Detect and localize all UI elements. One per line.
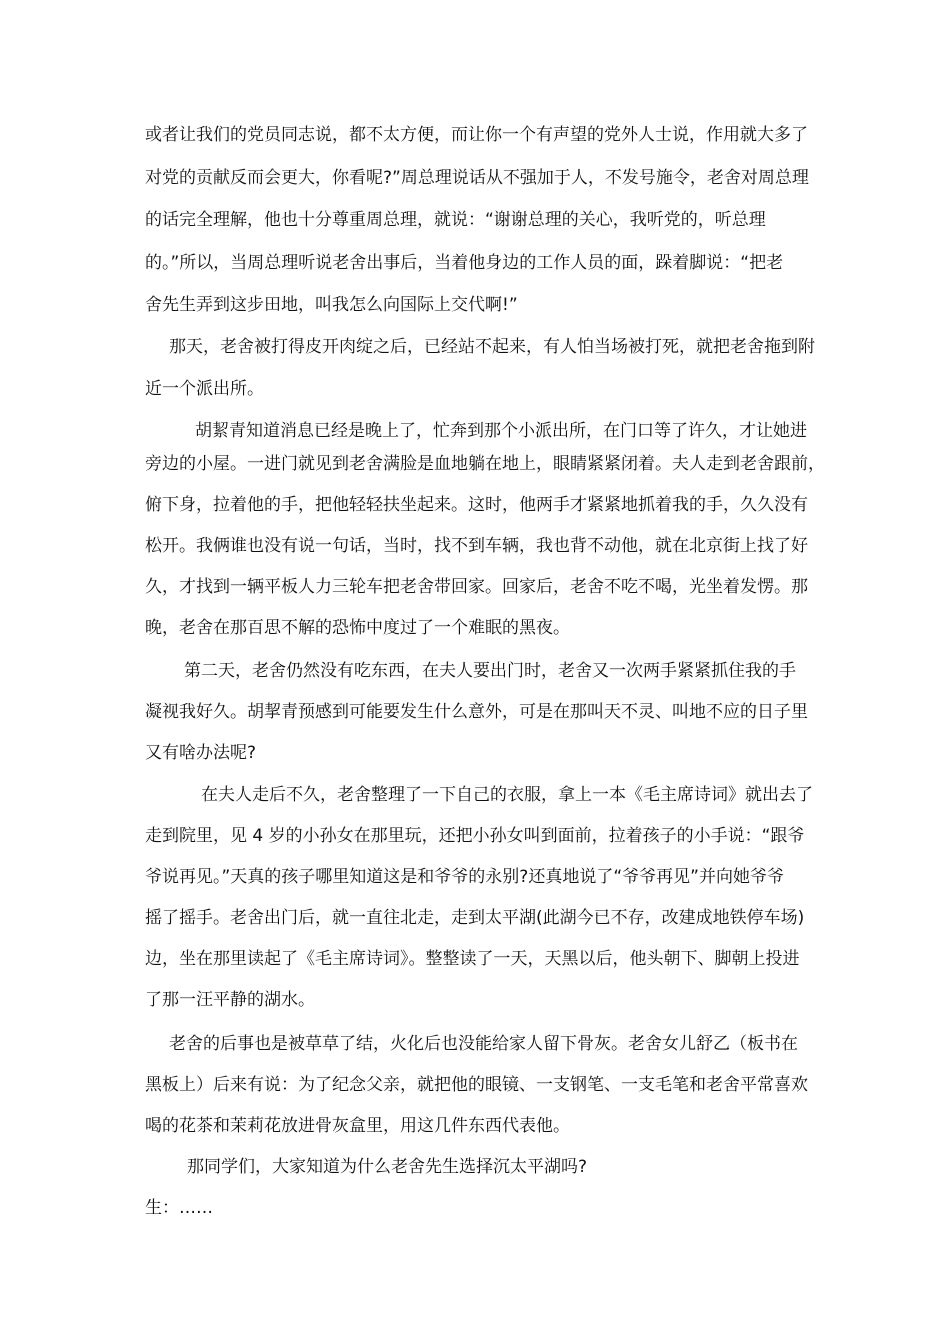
text-line: 凝视我好久。胡挈青预感到可能要发生什么意外，可是在那叫天不灵、叫地不应的日子里: [145, 702, 808, 722]
text-line: 对党的贡献反而会更大，你看呢?”周总理说话从不强加于人，不发号施令，老舍对周总理: [145, 168, 809, 188]
text-line: 摇了摇手。老舍出门后，就一直往北走，走到太平湖(此湖今已不存，改建成地铁停车场): [145, 908, 805, 928]
text-line: 久，才找到一辆平板人力三轮车把老舍带回家。回家后，老舍不吃不喝，光坐着发愣。那: [145, 577, 808, 597]
text-line: 老舍的后事也是被草草了结，火化后也没能给家人留下骨灰。老舍女儿舒乙（板书在: [169, 1034, 798, 1054]
text-line: 的。”所以，当周总理听说老舍出事后，当着他身边的工作人员的面，跺着脚说：“把老: [145, 253, 784, 273]
text-line: 胡絜青知道消息已经是晚上了，忙奔到那个小派出所，在门口等了许久，才让她进: [195, 421, 807, 441]
text-line: 那同学们，大家知道为什么老舍先生选择沉太平湖吗?: [187, 1157, 588, 1177]
text-line: 俯下身，拉着他的手，把他轻轻扶坐起来。这时，他两手才紧紧地抓着我的手，久久没有: [145, 495, 808, 515]
text-line: 那天，老舍被打得皮开肉绽之后，已经站不起来，有人怕当场被打死，就把老舍拖到附: [169, 337, 815, 357]
text-line: 舍先生弄到这步田地，叫我怎么向国际上交代啊!”: [145, 295, 518, 315]
text-line: 生：……: [145, 1198, 213, 1218]
text-line: 松开。我俩谁也没有说一句话，当时，找不到车辆，我也背不动他，就在北京街上找了好: [145, 536, 808, 556]
text-line: 或者让我们的党员同志说，都不太方便，而让你一个有声望的党外人士说，作用就大多了: [145, 125, 808, 145]
text-line: 边，坐在那里读起了《毛主席诗词》。整整读了一天，天黑以后，他头朝下、脚朝上投进: [145, 949, 800, 969]
text-line: 了那一汪平静的湖水。: [145, 990, 315, 1010]
text-line: 第二天，老舍仍然没有吃东西，在夫人要出门时，老舍又一次两手紧紧抓住我的手: [184, 661, 796, 681]
text-line: 旁边的小屋。一进门就见到老舍满脸是血地躺在地上，眼睛紧紧闭着。夫人走到老舍跟前，: [145, 454, 825, 474]
text-line: 走到院里，见 4 岁的小孙女在那里玩，还把小孙女叫到面前，拉着孩子的小手说：“跟爷: [145, 826, 805, 846]
text-line: 的话完全理解，他也十分尊重周总理，就说：“谢谢总理的关心，我听党的，听总理: [145, 210, 766, 230]
text-line: 在夫人走后不久，老舍整理了一下自己的衣服，拿上一本《毛主席诗词》就出去了: [201, 785, 813, 805]
text-line: 近一个派出所。: [145, 379, 264, 399]
text-line: 黑板上）后来有说：为了纪念父亲，就把他的眼镜、一支钢笔、一支毛笔和老舍平常喜欢: [145, 1075, 808, 1095]
text-line: 喝的花茶和茉莉花放进骨灰盒里，用这几件东西代表他。: [145, 1116, 570, 1136]
text-line: 爷说再见。”天真的孩子哪里知道这是和爷爷的永别?还真地说了“爷爷再见”并向她爷爷: [145, 867, 784, 887]
text-line: 晚，老舍在那百思不解的恐怖中度过了一个难眠的黑夜。: [145, 618, 570, 638]
text-line: 又有啥办法呢?: [145, 743, 257, 763]
